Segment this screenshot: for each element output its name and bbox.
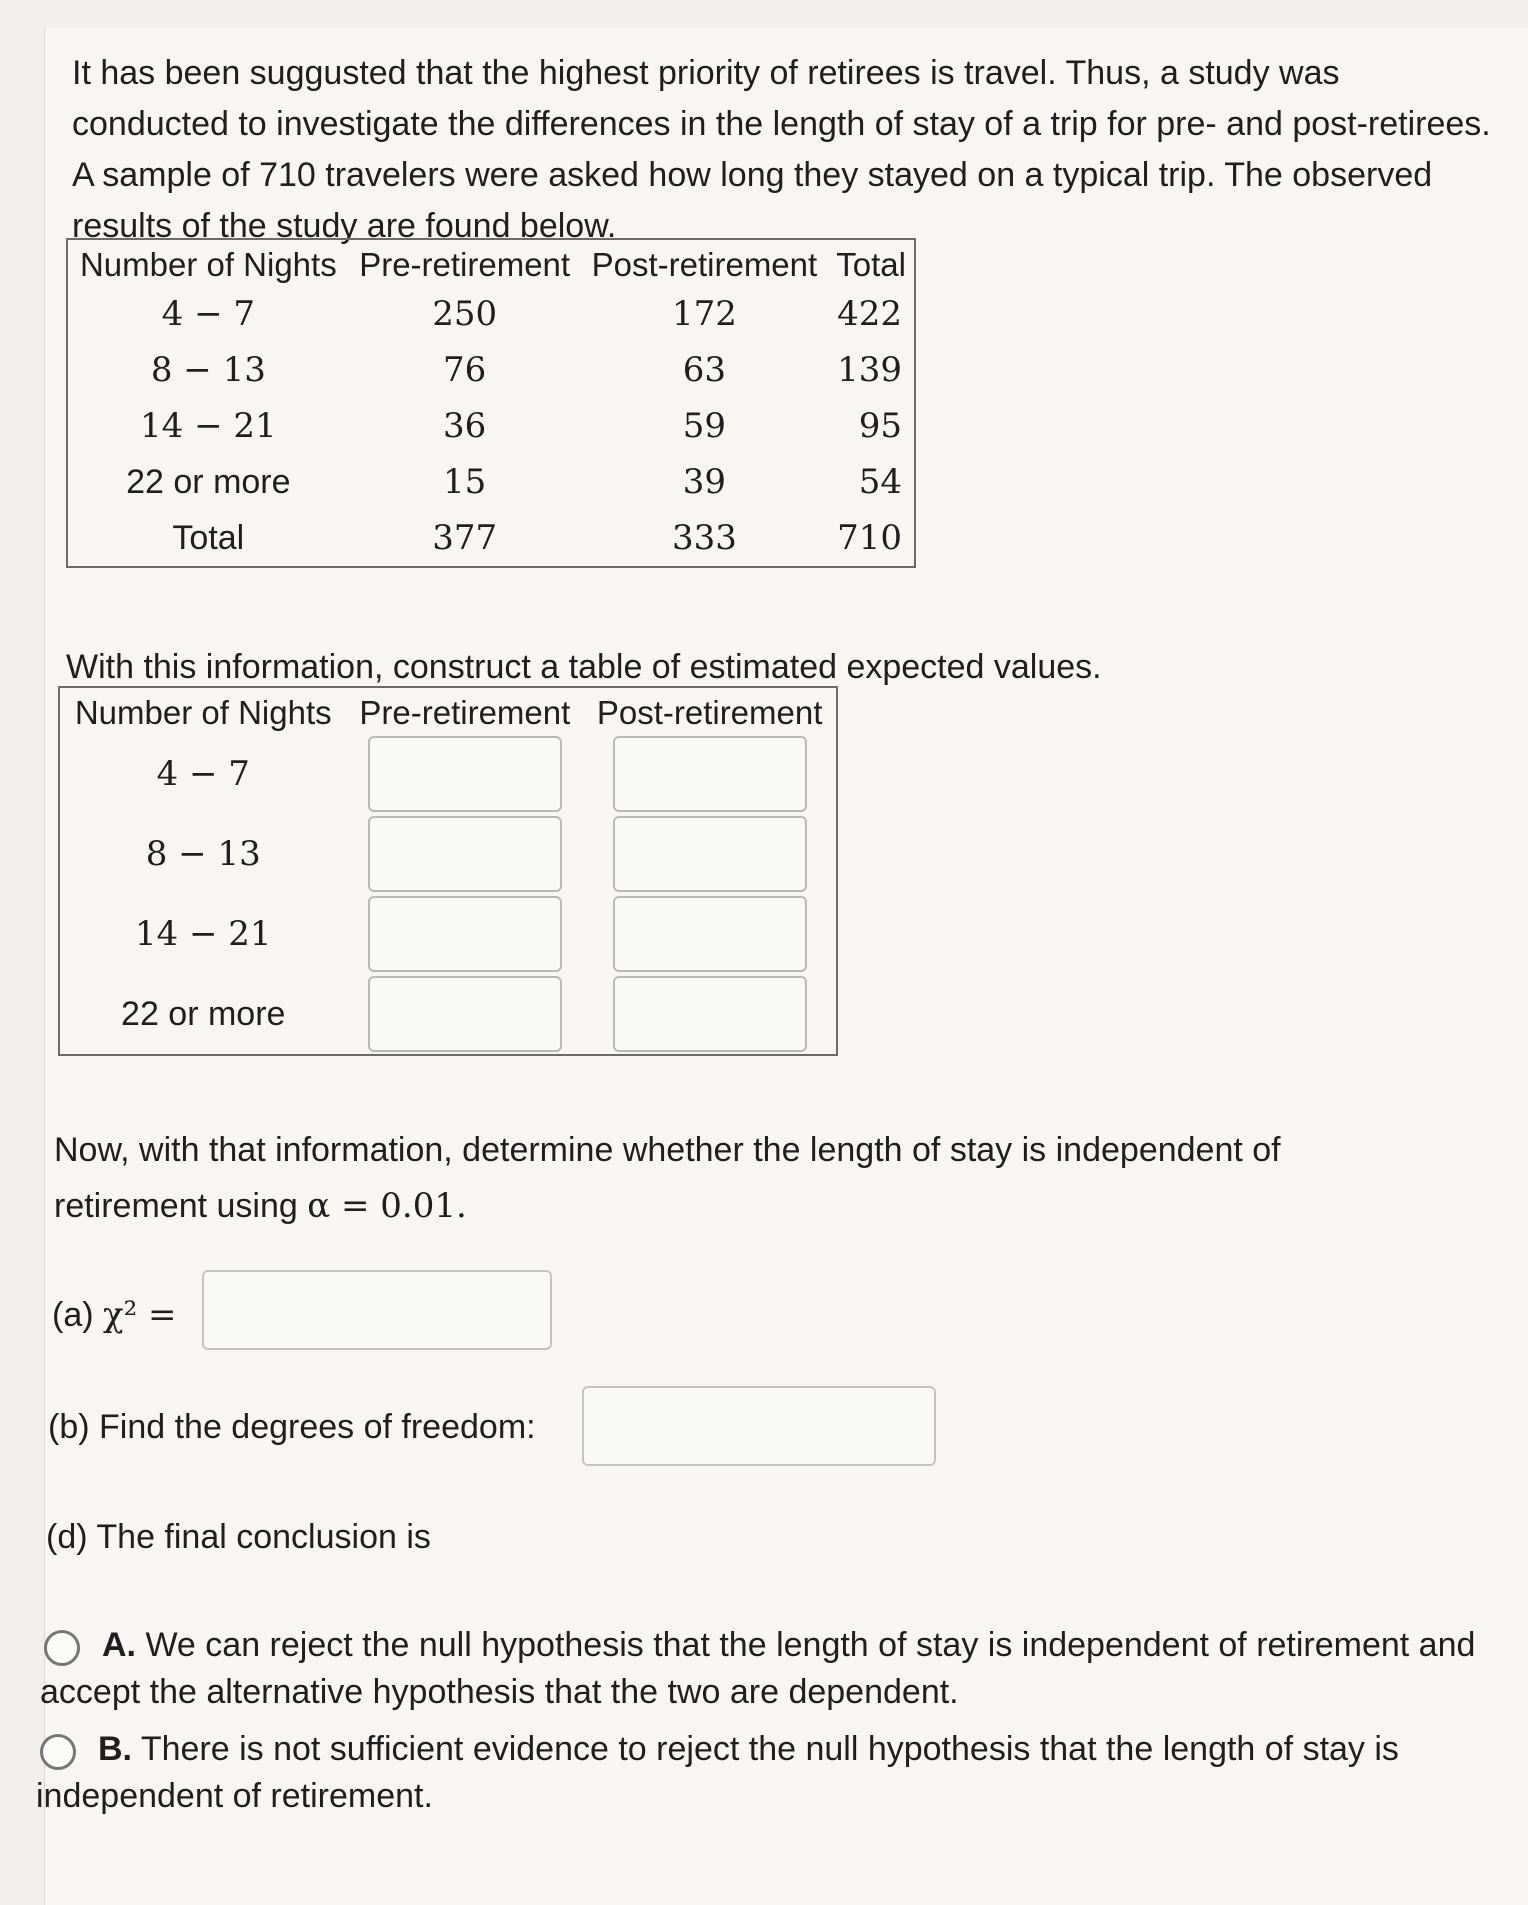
observed-nights-label: 8 − 13 <box>150 350 266 390</box>
expected-table <box>58 686 838 1056</box>
observed-nights-label: 4 − 7 <box>161 294 256 334</box>
observed-post-value: 63 <box>682 350 727 390</box>
expected-header-pre: Pre-retirement <box>359 694 571 731</box>
observed-total-value: 710 <box>837 518 902 558</box>
observed-header-post: Post-retirement <box>591 246 818 283</box>
observed-total-value: 54 <box>858 462 902 502</box>
expected-header-row <box>59 687 837 734</box>
observed-row <box>67 454 915 510</box>
degrees-of-freedom-input[interactable] <box>582 1386 936 1466</box>
observed-header-row <box>67 239 915 286</box>
observed-pre-value: 76 <box>443 350 487 390</box>
expected-row <box>59 814 837 894</box>
expected-nights-label: 22 or more <box>121 994 286 1033</box>
chi-square-expression: χ² = <box>103 1295 177 1335</box>
observed-total-value: 95 <box>858 406 902 446</box>
option-a-text: We can reject the null hypothesis that the length of stay is independent of retirement and accept the alternative hypothesis that the two are dependent. <box>40 1626 1476 1711</box>
observed-header-pre: Pre-retirement <box>359 246 571 283</box>
observed-pre-value: 377 <box>432 518 498 558</box>
observed-post-value: 172 <box>671 294 737 334</box>
expected-nights-label: 4 − 7 <box>156 754 250 794</box>
expected-pre-input[interactable] <box>368 976 562 1052</box>
observed-post-value: 39 <box>682 462 727 502</box>
observed-nights-label: 14 − 21 <box>140 406 277 446</box>
part-d-label: (d) The final conclusion is <box>46 1518 431 1556</box>
alpha-expression: α = 0.01. <box>307 1186 467 1226</box>
observed-post-value: 333 <box>671 518 737 558</box>
expected-prompt: With this information, construct a table of estimated expected values. <box>66 648 1102 686</box>
observed-total-row <box>67 510 915 567</box>
expected-row <box>59 894 837 974</box>
part-a-label <box>52 1290 177 1341</box>
observed-pre-value: 15 <box>443 462 487 502</box>
part-b-label: (b) Find the degrees of freedom: <box>48 1408 536 1446</box>
expected-pre-input[interactable] <box>368 816 562 892</box>
independence-line2-prefix: retirement using <box>54 1187 308 1225</box>
expected-nights-label: 8 − 13 <box>145 834 261 874</box>
option-a-letter: A. <box>102 1626 136 1664</box>
expected-header-post: Post-retirement <box>596 694 823 731</box>
option-b[interactable] <box>36 1726 1516 1820</box>
observed-total-value: 139 <box>837 350 902 390</box>
option-a[interactable] <box>40 1622 1510 1716</box>
observed-header-nights: Number of Nights <box>79 246 337 283</box>
independence-line1: Now, with that information, determine whether the length of stay is independent of <box>54 1131 1281 1169</box>
expected-row <box>59 974 837 1055</box>
observed-nights-label: Total <box>172 518 245 557</box>
expected-pre-input[interactable] <box>368 896 562 972</box>
observed-row <box>67 286 915 342</box>
observed-nights-label: 22 or more <box>126 462 291 501</box>
observed-pre-value: 36 <box>443 406 487 446</box>
expected-pre-input[interactable] <box>368 736 562 812</box>
expected-row <box>59 734 837 814</box>
option-b-letter: B. <box>98 1730 132 1768</box>
observed-total-value: 422 <box>837 294 902 334</box>
observed-pre-value: 250 <box>432 294 498 334</box>
intro-text: It has been suggusted that the highest priority of retirees is travel. Thus, a study was conducted to investigate the differences in the length of stay of a trip for pre- and post-retirees. A sample of 710 travelers were asked how long they stayed on a typical trip. The observed results of the study are found below. <box>72 54 1491 245</box>
observed-row <box>67 342 915 398</box>
expected-header-nights: Number of Nights <box>74 694 332 731</box>
observed-header-total: Total <box>836 246 906 283</box>
expected-nights-label: 14 − 21 <box>134 914 272 954</box>
expected-post-input[interactable] <box>613 896 807 972</box>
expected-post-input[interactable] <box>613 736 807 812</box>
independence-prompt <box>54 1122 1494 1234</box>
option-b-text: There is not sufficient evidence to reject the null hypothesis that the length of stay is independent of retirement. <box>36 1730 1399 1815</box>
observed-row <box>67 398 915 454</box>
observed-table <box>66 238 916 568</box>
expected-post-input[interactable] <box>613 976 807 1052</box>
observed-post-value: 59 <box>682 406 727 446</box>
expected-post-input[interactable] <box>613 816 807 892</box>
part-a-prefix: (a) <box>52 1296 103 1334</box>
chi-square-input[interactable] <box>202 1270 552 1350</box>
